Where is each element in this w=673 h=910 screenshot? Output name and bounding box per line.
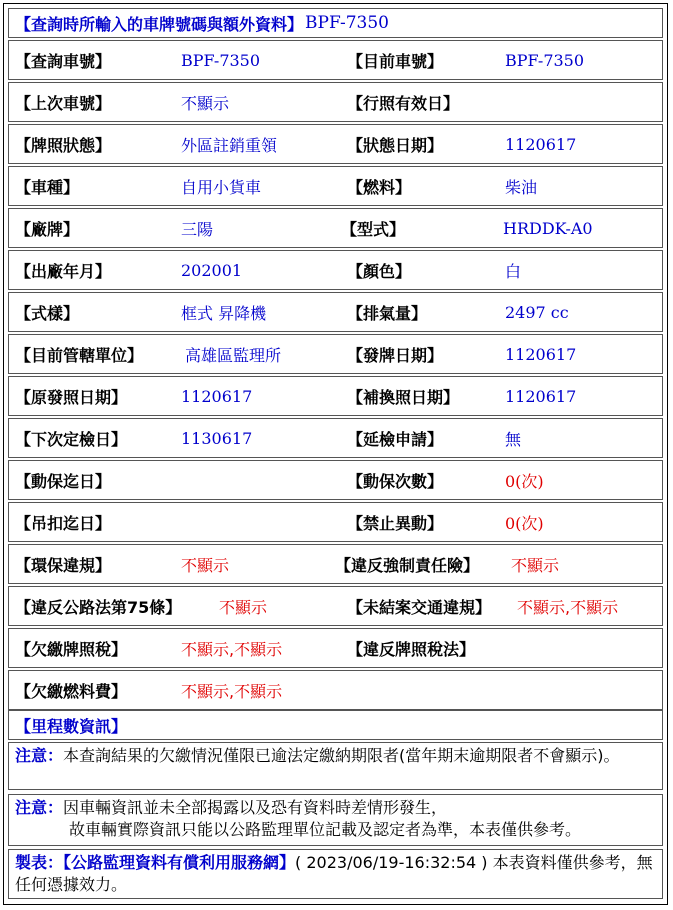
field-value: 不顯示 xyxy=(511,555,560,575)
field-value: 無 xyxy=(505,429,522,449)
field-value: BPF-7350 xyxy=(505,50,585,70)
field-value: 不顯示 xyxy=(181,555,230,575)
field-value: 不顯示,不顯示 xyxy=(517,597,619,617)
note-2-label: 注意： xyxy=(15,798,64,817)
footer-row xyxy=(8,849,663,899)
field-value: 不顯示 xyxy=(219,597,268,617)
field-label: 【廠牌】 xyxy=(15,219,80,239)
field-value: 框式 昇降機 xyxy=(181,303,267,323)
mileage-label: 【里程數資訊】 xyxy=(15,716,128,736)
table-row xyxy=(8,82,663,122)
footer-label: 製表： xyxy=(15,853,64,872)
table-row xyxy=(8,460,663,500)
table-row xyxy=(8,166,663,206)
field-label: 【上次車號】 xyxy=(15,93,112,113)
field-value: 自用小貨車 xyxy=(181,177,262,197)
footer-source: 【公路監理資料有償利用服務網】 xyxy=(63,853,296,872)
table-row xyxy=(8,208,663,248)
note-2-line2: 故車輛實際資訊只能以公路監理單位記載及認定者為準，本表僅供參考。 xyxy=(69,820,582,839)
table-row xyxy=(8,670,663,710)
field-value: 不顯示,不顯示 xyxy=(181,639,283,659)
field-label: 【燃料】 xyxy=(347,177,412,197)
field-value: 2497 cc xyxy=(505,302,569,322)
field-value: 不顯示,不顯示 xyxy=(181,681,283,701)
field-label: 【下次定檢日】 xyxy=(15,429,128,449)
footer-text: ( 2023/06/19-16:32:54 ) 本表資料僅供參考，無任何憑據效力。 xyxy=(15,853,653,894)
field-value: 1120617 xyxy=(505,344,577,364)
field-label: 【吊扣迄日】 xyxy=(15,513,112,533)
field-label: 【車種】 xyxy=(15,177,80,197)
table-row xyxy=(8,250,663,290)
table-row xyxy=(8,292,663,332)
field-label: 【顏色】 xyxy=(347,261,412,281)
table-row xyxy=(8,418,663,458)
field-label: 【型式】 xyxy=(341,219,406,239)
header-row xyxy=(8,8,663,38)
table-row xyxy=(8,40,663,80)
field-value: 0(次) xyxy=(505,471,544,491)
field-label: 【欠繳牌照稅】 xyxy=(15,639,128,659)
table-row xyxy=(8,502,663,542)
field-label: 【排氣量】 xyxy=(347,303,428,323)
field-value: 高雄區監理所 xyxy=(185,345,282,365)
note-2 xyxy=(8,794,663,846)
table-row xyxy=(8,586,663,626)
field-label: 【發牌日期】 xyxy=(347,345,444,365)
field-label: 【狀態日期】 xyxy=(347,135,444,155)
table-row xyxy=(8,124,663,164)
mileage-row xyxy=(8,710,663,740)
field-label: 【動保迄日】 xyxy=(15,471,112,491)
table-row xyxy=(8,376,663,416)
table-row xyxy=(8,334,663,374)
field-value: 1130617 xyxy=(181,428,253,448)
field-value: 柴油 xyxy=(505,177,538,197)
vehicle-info-table xyxy=(3,3,668,905)
field-label: 【式樣】 xyxy=(15,303,80,323)
field-label: 【補換照日期】 xyxy=(347,387,460,407)
field-label: 【欠繳燃料費】 xyxy=(15,681,128,701)
field-label: 【未結案交通違規】 xyxy=(347,597,492,617)
field-value: 白 xyxy=(505,261,522,281)
field-label: 【違反公路法第75條】 xyxy=(15,597,182,617)
field-label: 【出廠年月】 xyxy=(15,261,112,281)
field-value: 1120617 xyxy=(505,386,577,406)
table-row xyxy=(8,544,663,584)
field-label: 【禁止異動】 xyxy=(347,513,444,533)
field-value: 1120617 xyxy=(181,386,253,406)
field-label: 【動保次數】 xyxy=(347,471,444,491)
field-value: 外區註銷重領 xyxy=(181,135,278,155)
field-label: 【目前管轄單位】 xyxy=(15,345,144,365)
field-value: 不顯示 xyxy=(181,93,230,113)
field-value: BPF-7350 xyxy=(181,50,261,70)
field-value: 0(次) xyxy=(505,513,544,533)
note-1 xyxy=(8,742,663,790)
table-row xyxy=(8,628,663,668)
header-plate: BPF-7350 xyxy=(305,13,389,33)
field-label: 【牌照狀態】 xyxy=(15,135,112,155)
field-label: 【原發照日期】 xyxy=(15,387,128,407)
field-label: 【環保違規】 xyxy=(15,555,112,575)
header-title: 【查詢時所輸入的車牌號碼與額外資料】 xyxy=(15,14,304,34)
note-2-line1: 因車輛資訊並未全部揭露以及恐有資料時差情形發生， xyxy=(63,798,448,817)
field-label: 【行照有效日】 xyxy=(347,93,460,113)
field-value: HRDDK-A0 xyxy=(503,218,593,238)
note-1-text: 本查詢結果的欠繳情況僅限已逾法定繳納期限者(當年期末逾期限者不會顯示)。 xyxy=(63,746,620,765)
field-value: 1120617 xyxy=(505,134,577,154)
field-label: 【目前車號】 xyxy=(347,51,444,71)
field-label: 【查詢車號】 xyxy=(15,51,112,71)
note-1-label: 注意： xyxy=(15,746,64,765)
field-label: 【延檢申請】 xyxy=(347,429,444,449)
field-label: 【違反牌照稅法】 xyxy=(347,639,476,659)
field-value: 三陽 xyxy=(181,219,214,239)
field-label: 【違反強制責任險】 xyxy=(335,555,480,575)
field-value: 202001 xyxy=(181,260,243,280)
